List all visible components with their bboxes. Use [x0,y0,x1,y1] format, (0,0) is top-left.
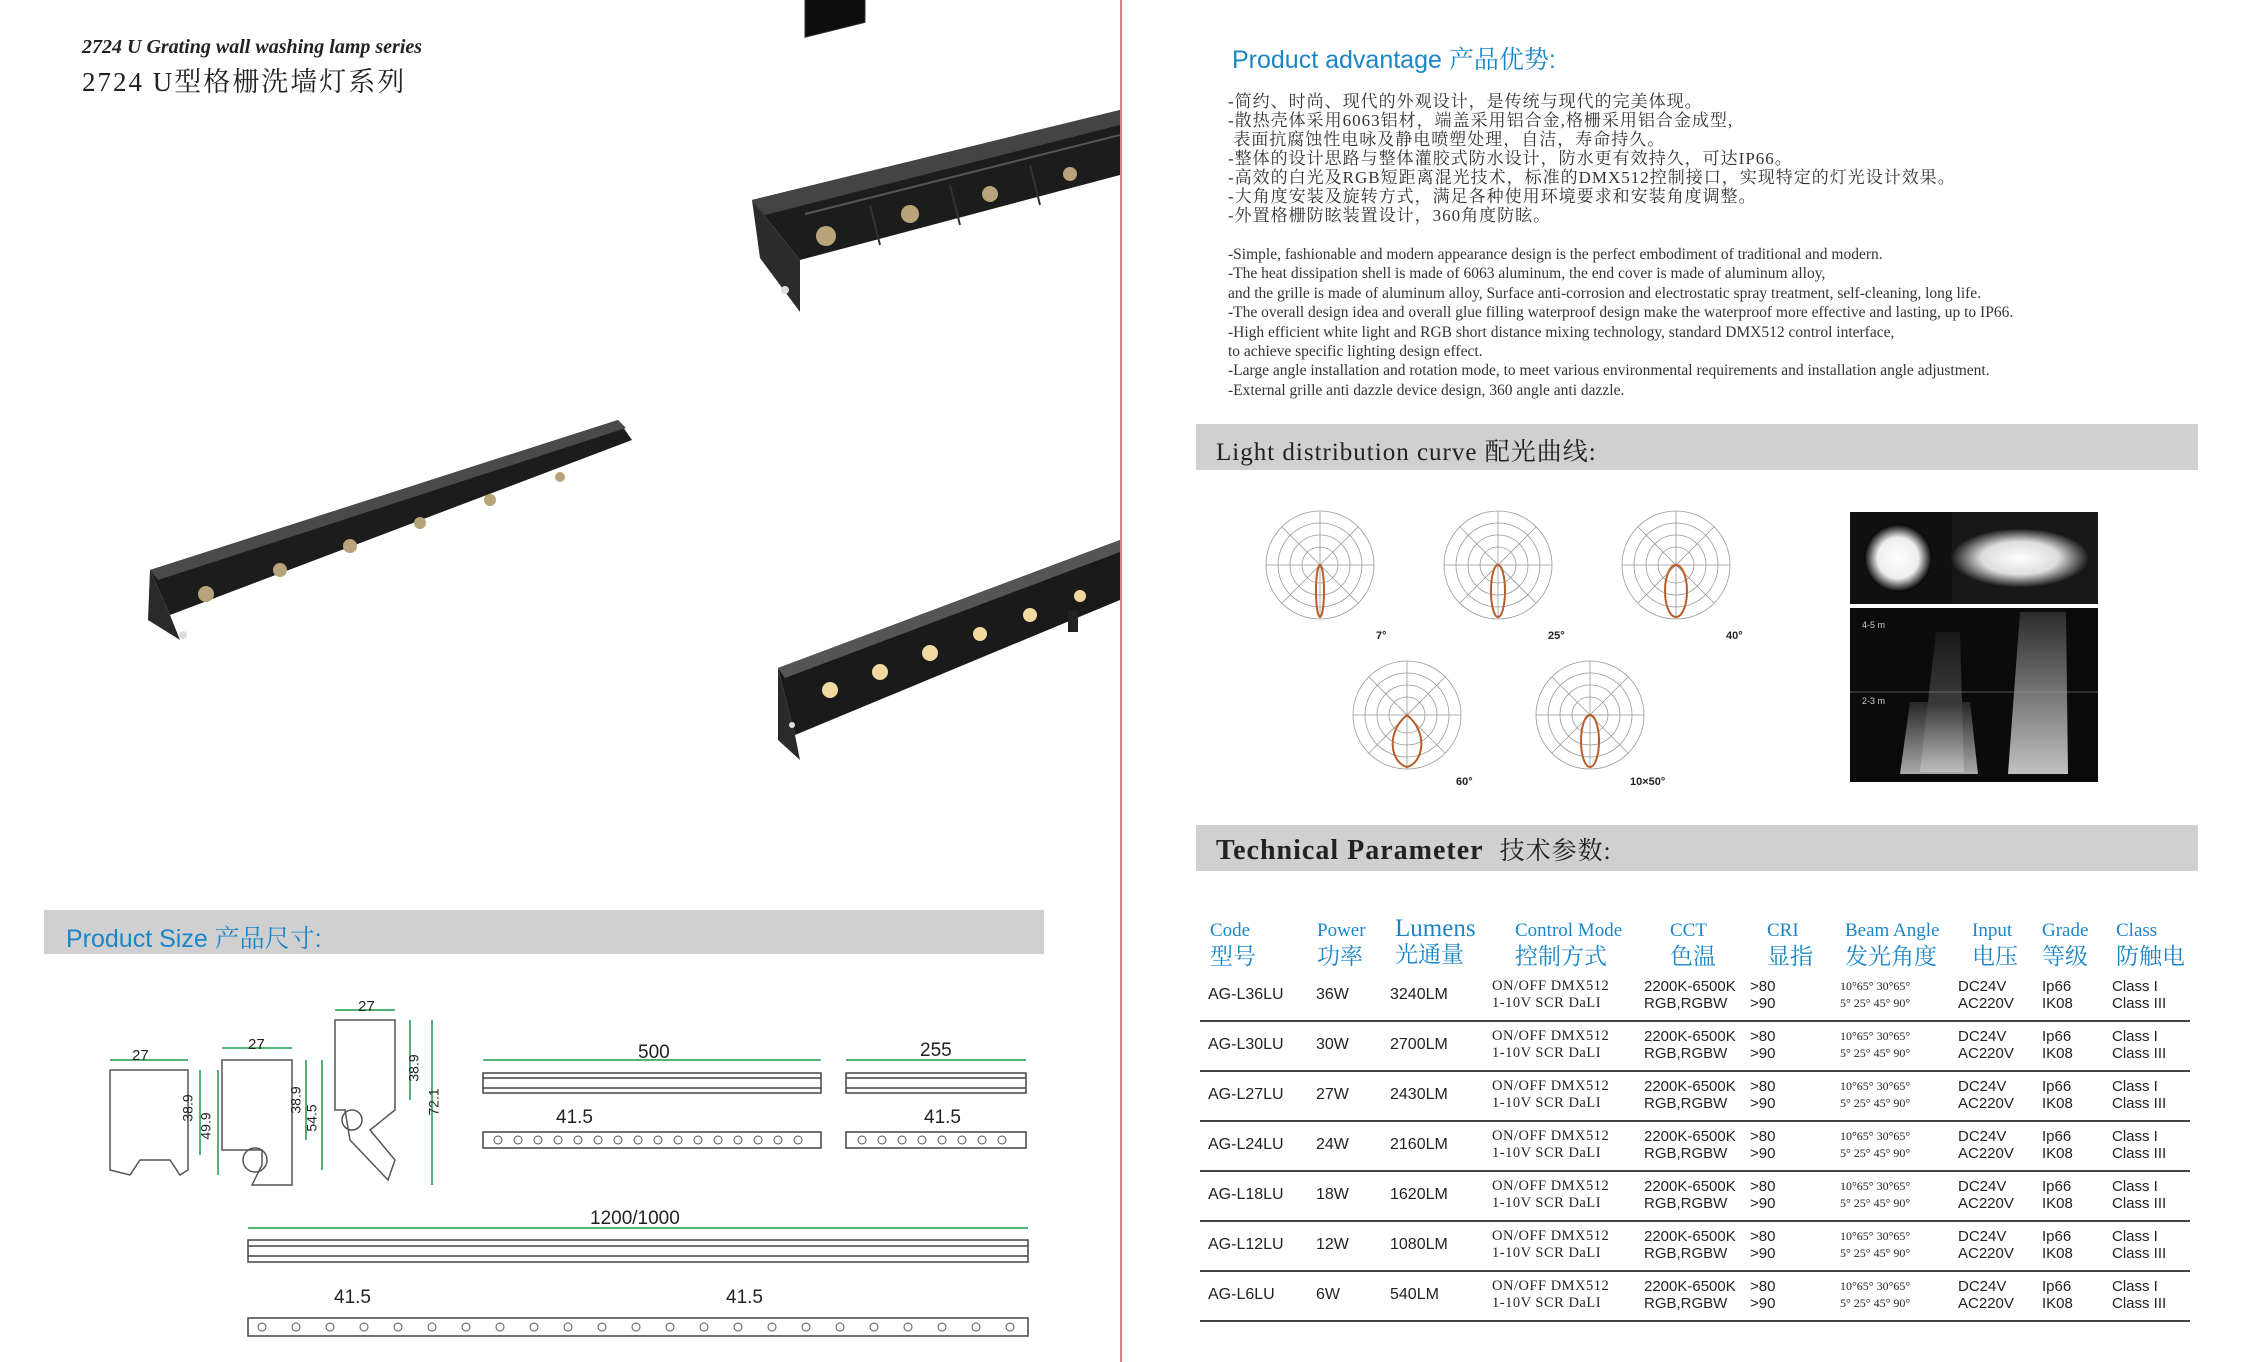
cell-cct-2: RGB,RGBW [1644,1095,1728,1112]
profile1-width: 27 [132,1047,149,1064]
cell-power: 18W [1316,1186,1349,1203]
table-row [1200,1170,2190,1222]
cell-input-2: AC220V [1958,1295,2014,1312]
cell-lumens: 3240LM [1390,986,1448,1003]
cell-code: AG-L18LU [1208,1186,1284,1203]
cell-grade-1: Ip66 [2042,1128,2072,1145]
lamp-photo-middle [148,420,632,640]
cell-code: AG-L30LU [1208,1036,1284,1053]
cell-grade-1: Ip66 [2042,1078,2072,1095]
cell-lumens: 1080LM [1390,1236,1448,1253]
cell-beam-2: 5° 25° 45° 90° [1840,1296,1911,1310]
cell-grade-1: Ip66 [2042,1028,2072,1045]
cell-control-1: ON/OFF DMX512 [1492,1078,1610,1094]
cell-input-1: DC24V [1958,1128,2007,1145]
cell-control-2: 1-10V SCR DaLI [1492,1245,1602,1261]
pitch-1200-b: 41.5 [726,1287,763,1308]
cell-beam-1: 10°65° 30°65° [1840,1279,1911,1293]
profile3-h1: 38.9 [405,1054,422,1082]
cell-class-1: Class I [2112,1078,2158,1095]
cell-cri-1: >80 [1750,1228,1776,1245]
distance-label-2: 2-3 m [1862,696,1886,706]
cell-beam-1: 10°65° 30°65° [1840,1029,1911,1043]
polar-10x50 [1536,661,1644,769]
angle-label-7: 7° [1376,630,1387,642]
angle-label-40: 40° [1726,630,1743,642]
cell-beam-1: 10°65° 30°65° [1840,1229,1911,1243]
cell-class-1: Class I [2112,978,2158,995]
advantage-text-cn: -简约、时尚、现代的外观设计，是传统与现代的完美体现。 -散热壳体采用6063铝材，端盖采用铝合金,格栅采用铝合金成型, 表面抗腐蚀性电咏及静电喷塑处理，自洁，寿命持久。 -整体的设计思路与整体灌胶式防水设计，防水更有效持久，可达IP66。 -高效的白光及RGB短距离混光技术，标准的DMX512控制接口，实现特定的灯光设计效果。 -大角度安装及旋转方式，满足各种使用环境要求和安装角度调整。 -外置格栅防眩装置设计，360角度防眩。 [1228,92,1956,225]
pitch-255: 41.5 [924,1107,961,1128]
cell-class-2: Class III [2112,1195,2167,1212]
th-input: Input 电压 [1972,920,2018,969]
polar-7 [1266,511,1374,619]
cell-cri-2: >90 [1750,1095,1776,1112]
cell-cct-1: 2200K-6500K [1644,1228,1736,1245]
product-size-title: Product Size 产品尺寸: [66,925,322,953]
tech-param-title [1216,831,1612,867]
cell-code: AG-L24LU [1208,1136,1284,1153]
cell-control-2: 1-10V SCR DaLI [1492,1295,1602,1311]
cell-input-2: AC220V [1958,1195,2014,1212]
cell-cri-2: >90 [1750,995,1776,1012]
cell-grade-2: IK08 [2042,1045,2073,1062]
cell-beam-1: 10°65° 30°65° [1840,1079,1911,1093]
cell-beam-2: 5° 25° 45° 90° [1840,1146,1911,1160]
page-divider [1120,0,1122,1362]
cell-class-2: Class III [2112,1045,2167,1062]
cell-cct-1: 2200K-6500K [1644,1278,1736,1295]
cell-power: 24W [1316,1136,1349,1153]
cell-grade-2: IK08 [2042,1295,2073,1312]
cell-control-2: 1-10V SCR DaLI [1492,1195,1602,1211]
tech-param-title-cn: 技术参数: [1499,838,1612,865]
cell-grade-2: IK08 [2042,1145,2073,1162]
tech-param-title-en: Technical Parameter [1216,835,1484,866]
cell-cri-1: >80 [1750,1178,1776,1195]
th-control-mode: Control Mode 控制方式 [1515,920,1623,969]
table-row [1200,1070,2190,1122]
series-title-cn: 2724 U型格栅洗墙灯系列 [82,67,407,97]
length-1200-1000: 1200/1000 [590,1208,680,1229]
cell-control-1: ON/OFF DMX512 [1492,1178,1610,1194]
length-255: 255 [920,1040,952,1061]
cell-control-2: 1-10V SCR DaLI [1492,1045,1602,1061]
cell-class-1: Class I [2112,1028,2158,1045]
profile1-h2: 49.9 [197,1112,214,1140]
table-row [1200,1120,2190,1172]
cell-grade-2: IK08 [2042,1195,2073,1212]
cell-cri-1: >80 [1750,1078,1776,1095]
cell-code: AG-L12LU [1208,1236,1284,1253]
cell-grade-1: Ip66 [2042,1178,2072,1195]
table-row [1200,1020,2190,1072]
cell-beam-1: 10°65° 30°65° [1840,979,1911,993]
cell-cri-1: >80 [1750,1278,1776,1295]
th-code: Code 型号 [1210,920,1256,969]
angle-label-60: 60° [1456,776,1473,788]
cell-cri-2: >90 [1750,1295,1776,1312]
series-title-en: 2724 U Grating wall washing lamp series [82,36,423,58]
cell-control-1: ON/OFF DMX512 [1492,1228,1610,1244]
cell-cct-2: RGB,RGBW [1644,1295,1728,1312]
cell-control-1: ON/OFF DMX512 [1492,1128,1610,1144]
cell-power: 12W [1316,1236,1349,1253]
distance-label-1: 4-5 m [1862,620,1886,630]
cell-power: 27W [1316,1086,1349,1103]
cell-cri-2: >90 [1750,1045,1776,1062]
angle-label-25: 25° [1548,630,1565,642]
cell-control-1: ON/OFF DMX512 [1492,1278,1610,1294]
cell-class-2: Class III [2112,995,2167,1012]
cell-power: 6W [1316,1286,1340,1303]
profile3-h2: 72.1 [425,1088,442,1116]
th-grade: Grade 等级 [2042,920,2089,969]
cell-input-2: AC220V [1958,1245,2014,1262]
cell-lumens: 540LM [1390,1286,1439,1303]
cell-class-1: Class I [2112,1128,2158,1145]
th-beam-angle: Beam Angle 发光角度 [1845,920,1940,969]
cell-cct-2: RGB,RGBW [1644,1195,1728,1212]
cell-beam-2: 5° 25° 45° 90° [1840,1196,1911,1210]
cell-beam-1: 10°65° 30°65° [1840,1179,1911,1193]
polar-diagrams [1260,505,1740,790]
cell-grade-2: IK08 [2042,1245,2073,1262]
table-row [1200,1270,2190,1322]
cell-power: 36W [1316,986,1349,1003]
th-cri: CRI 显指 [1767,920,1813,969]
cell-beam-2: 5° 25° 45° 90° [1840,1246,1911,1260]
cell-control-2: 1-10V SCR DaLI [1492,995,1602,1011]
cell-cct-2: RGB,RGBW [1644,995,1728,1012]
cell-cri-2: >90 [1750,1145,1776,1162]
cell-beam-2: 5° 25° 45° 90° [1840,996,1911,1010]
cell-cct-2: RGB,RGBW [1644,1045,1728,1062]
cell-cct-1: 2200K-6500K [1644,978,1736,995]
length-500: 500 [638,1042,670,1063]
table-row [1200,970,2190,1022]
cell-cct-1: 2200K-6500K [1644,1178,1736,1195]
polar-25 [1444,511,1552,619]
cell-input-1: DC24V [1958,1228,2007,1245]
cell-beam-2: 5° 25° 45° 90° [1840,1096,1911,1110]
cell-input-1: DC24V [1958,978,2007,995]
pitch-1200-a: 41.5 [334,1287,371,1308]
light-curve-title: Light distribution curve 配光曲线: [1216,439,1597,466]
angle-label-10x50: 10×50° [1630,776,1666,788]
cell-input-2: AC220V [1958,995,2014,1012]
th-class: Class 防触电 [2116,920,2185,969]
cell-lumens: 2700LM [1390,1036,1448,1053]
cell-control-1: ON/OFF DMX512 [1492,978,1610,994]
lamp-photo-bottom [778,540,1120,760]
profile2-h2: 54.5 [303,1104,320,1132]
cell-lumens: 2160LM [1390,1136,1448,1153]
cell-class-1: Class I [2112,1278,2158,1295]
cell-power: 30W [1316,1036,1349,1053]
profile2-h1: 38.9 [287,1086,304,1114]
cell-cct-1: 2200K-6500K [1644,1078,1736,1095]
cell-input-2: AC220V [1958,1095,2014,1112]
advantage-title: Product advantage 产品优势: [1232,46,1556,74]
polar-60 [1353,661,1461,769]
profile1-h1: 38.9 [179,1094,196,1122]
cell-input-1: DC24V [1958,1278,2007,1295]
cell-cri-2: >90 [1750,1245,1776,1262]
cell-cct-1: 2200K-6500K [1644,1028,1736,1045]
th-power: Power 功率 [1317,920,1366,969]
cell-input-2: AC220V [1958,1145,2014,1162]
cell-cct-1: 2200K-6500K [1644,1128,1736,1145]
cell-input-1: DC24V [1958,1078,2007,1095]
cell-cri-1: >80 [1750,978,1776,995]
cell-grade-1: Ip66 [2042,1228,2072,1245]
pitch-500: 41.5 [556,1107,593,1128]
cell-code: AG-L27LU [1208,1086,1284,1103]
cell-beam-1: 10°65° 30°65° [1840,1129,1911,1143]
cell-cri-1: >80 [1750,1028,1776,1045]
cell-code: AG-L36LU [1208,986,1284,1003]
cell-control-1: ON/OFF DMX512 [1492,1028,1610,1044]
product-photos [0,0,1120,780]
cell-cri-2: >90 [1750,1195,1776,1212]
cell-cri-1: >80 [1750,1128,1776,1145]
cell-control-2: 1-10V SCR DaLI [1492,1145,1602,1161]
cell-class-1: Class I [2112,1228,2158,1245]
beam-photos [1850,512,2098,782]
profile3-width: 27 [358,998,375,1015]
cell-class-2: Class III [2112,1295,2167,1312]
profile2-width: 27 [248,1036,265,1053]
cell-grade-1: Ip66 [2042,978,2072,995]
cell-class-2: Class III [2112,1145,2167,1162]
cell-class-1: Class I [2112,1178,2158,1195]
cell-beam-2: 5° 25° 45° 90° [1840,1046,1911,1060]
polar-40 [1622,511,1730,619]
cell-input-1: DC24V [1958,1028,2007,1045]
cell-class-2: Class III [2112,1095,2167,1112]
cell-lumens: 1620LM [1390,1186,1448,1203]
advantage-text-en: -Simple, fashionable and modern appearance design is the perfect embodiment of traditional and modern. -The heat dissipation shell is made of 6063 aluminum, the end cover is made of aluminum alloy, and the grille is made of aluminum alloy, Surface anti-corrosion and electrostatic spray treatment, self-cleaning, long life. -The overall design idea and overall glue filling waterproof design make the waterproof more effective and lasting, up to IP66. -High efficient white light and RGB short distance mixing technology, standard DMX512 control interface, to achieve specific lighting design effect. -Large angle installation and rotation mode, to meet various environmental requirements and installation angle adjustment. -External grille anti dazzle device design, 360 angle anti dazzle. [1228,246,2014,399]
cell-grade-2: IK08 [2042,995,2073,1012]
cell-input-1: DC24V [1958,1178,2007,1195]
th-cct: CCT 色温 [1670,920,1716,969]
cell-control-2: 1-10V SCR DaLI [1492,1095,1602,1111]
cell-grade-1: Ip66 [2042,1278,2072,1295]
lamp-photo-top [752,0,1120,312]
table-row [1200,1220,2190,1272]
cell-cct-2: RGB,RGBW [1644,1145,1728,1162]
cell-code: AG-L6LU [1208,1286,1275,1303]
cell-grade-2: IK08 [2042,1095,2073,1112]
cell-lumens: 2430LM [1390,1086,1448,1103]
cell-class-2: Class III [2112,1245,2167,1262]
cell-input-2: AC220V [1958,1045,2014,1062]
size-drawings [0,980,1060,1350]
th-lumens: Lumens 光通量 [1395,915,1476,967]
cell-cct-2: RGB,RGBW [1644,1245,1728,1262]
